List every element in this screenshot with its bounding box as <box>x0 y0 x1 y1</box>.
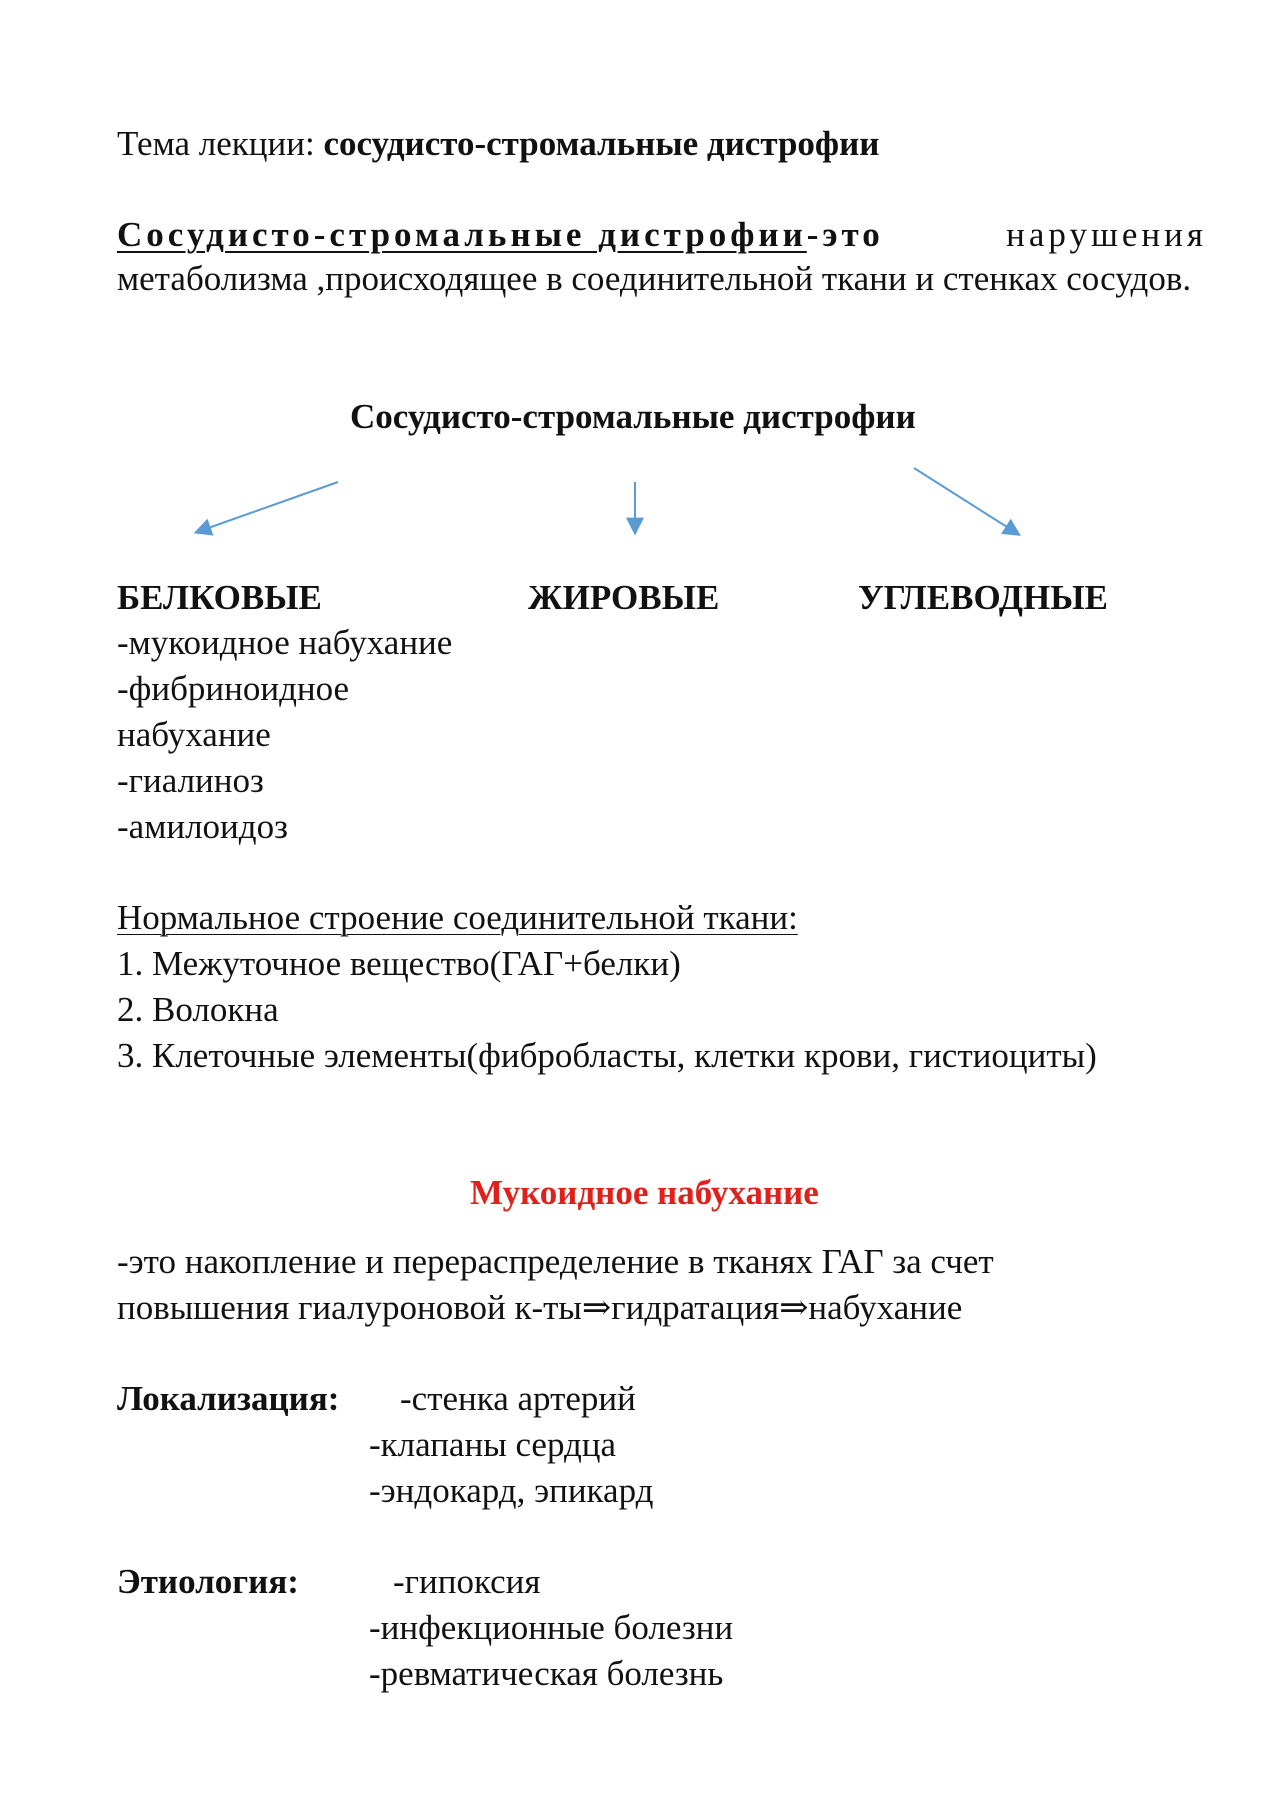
localization-item: -клапаны сердца <box>369 1425 617 1464</box>
localization-item: -эндокард, эпикард <box>369 1471 654 1510</box>
topic-title: сосудисто-стромальные дистрофии <box>323 124 880 163</box>
structure-item: 1. Межуточное вещество(ГАГ+белки) <box>117 944 681 983</box>
protein-item: -мукоидное набухание <box>117 623 453 662</box>
arrow-left <box>197 482 338 532</box>
localization-label: Локализация: <box>117 1379 340 1418</box>
category-fat: ЖИРОВЫЕ <box>528 578 720 617</box>
diagram-heading: Сосудисто-стромальные дистрофии <box>350 397 916 436</box>
etiology-item: -гипоксия <box>393 1562 541 1601</box>
definition-rest: метаболизма ,происходящее в соединительной ткани и стенках сосудов. <box>117 259 1192 298</box>
structure-item: 2. Волокна <box>117 990 279 1029</box>
structure-heading: Нормальное строение соединительной ткани: <box>117 898 798 937</box>
category-carbohydrate: УГЛЕВОДНЫЕ <box>858 578 1108 617</box>
topic-label: Тема лекции: <box>117 124 315 163</box>
protein-item: набухание <box>117 715 271 754</box>
mucoid-description-line: -это накопление и перераспределение в тканях ГАГ за счет <box>117 1242 994 1281</box>
protein-item: -фибриноидное <box>117 669 350 708</box>
localization-item: -стенка артерий <box>400 1379 636 1418</box>
definition-rest-first: нарушения <box>1006 215 1207 254</box>
definition-term: Сосудисто-стромальные дистрофии <box>117 215 807 254</box>
etiology-item: -инфекционные болезни <box>369 1608 734 1647</box>
arrow-right <box>914 468 1018 534</box>
protein-item: -амилоидоз <box>117 807 288 846</box>
protein-item: -гиалиноз <box>117 761 264 800</box>
mucoid-description-line: повышения гиалуроновой к-ты⇒гидратация⇒набухание <box>117 1288 963 1327</box>
structure-item: 3. Клеточные элементы(фибробласты, клетки крови, гистиоциты) <box>117 1036 1097 1075</box>
definition-connector: -это <box>806 215 884 254</box>
mucoid-heading: Мукоидное набухание <box>470 1173 819 1212</box>
etiology-item: -ревматическая болезнь <box>369 1654 724 1693</box>
etiology-label: Этиология: <box>117 1562 299 1601</box>
category-protein: БЕЛКОВЫЕ <box>117 578 322 617</box>
